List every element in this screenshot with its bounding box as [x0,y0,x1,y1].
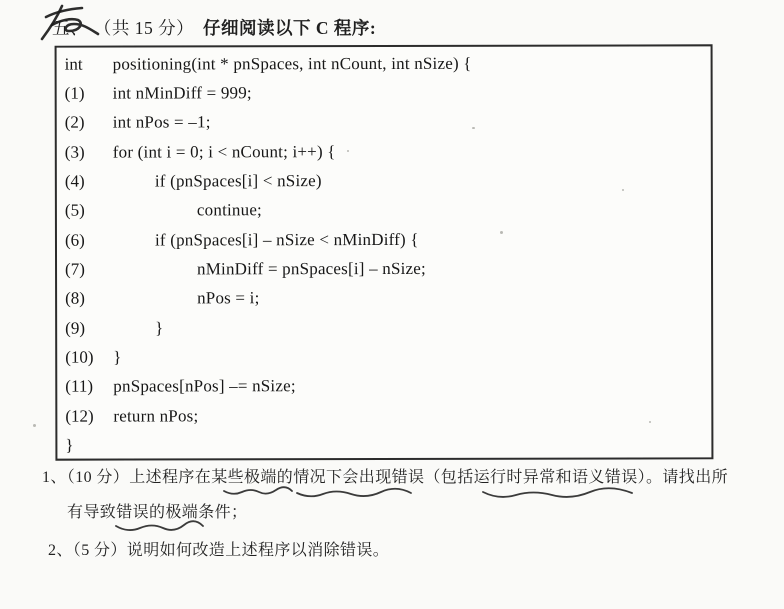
scan-speck [500,231,503,234]
code-text: int nPos = –1; [112,112,211,132]
scan-speck [622,189,624,191]
code-line-number: (11) [65,377,94,397]
code-line-number: (6) [64,230,85,250]
sub-question-2: 2、（5 分）说明如何改造上述程序以消除错误。 [48,542,390,559]
code-line-number: (9) [65,318,86,338]
scan-speck [347,150,349,152]
code-line-number: (4) [64,171,85,191]
scan-speck [33,424,36,427]
handwritten-scribble-mark [38,2,106,48]
code-text: int nMinDiff = 999; [112,83,252,103]
code-text: continue; [196,200,262,220]
code-listing [65,48,706,460]
code-line-number: (5) [64,201,85,221]
wavy-underline [224,487,292,494]
code-text: for (int i = 0; i < nCount; i++) { [112,141,336,162]
code-line [65,312,705,343]
c-code-box [55,44,714,460]
code-text: } [113,347,122,367]
code-text: pnSpaces[nPos] –= nSize; [113,376,296,397]
sub-question-1: 1、（10 分）上述程序在某些极端的情况下会出现错误（包括运行时异常和语义错误）。请找出所 [42,469,729,486]
sub-question-1-continued: 有导致错误的极端条件； [67,504,248,521]
code-text: nPos = i; [197,288,260,308]
wavy-underline [116,521,203,530]
code-line [65,400,705,431]
code-line [65,371,705,402]
code-line-number: (1) [64,83,85,103]
code-line [65,342,705,373]
code-line [65,107,705,138]
code-line-number: } [65,435,74,455]
code-text: if (pnSpaces[i] < nSize) [154,171,322,191]
code-line [65,195,705,226]
code-line-number: (8) [65,289,85,309]
header-instruction: 仔细阅读以下 C 程序: [203,18,377,38]
code-text: } [155,318,164,338]
code-text: nMinDiff = pnSpaces[i] – nSize; [197,258,426,279]
code-line-number: (3) [64,142,85,162]
scan-speck [472,127,475,129]
code-text: if (pnSpaces[i] – nSize < nMinDiff) { [154,229,419,250]
code-line [65,254,705,285]
scan-speck [649,421,651,423]
code-line [65,48,705,79]
code-line-number: (2) [64,112,85,133]
wavy-underline [483,488,632,497]
code-line [65,166,705,197]
question-number: 五、 [52,18,88,38]
wavy-underline [297,489,411,497]
code-line [65,224,705,255]
code-line [65,136,705,167]
code-line-number: int [64,54,83,74]
code-line-number: (10) [65,347,94,367]
code-line-number: (7) [65,259,85,279]
points-label: （共 15 分） [93,18,195,38]
code-text: return nPos; [113,406,199,426]
code-line [65,430,705,461]
code-text: positioning(int * pnSpaces, int nCount, int nSize) { [112,53,472,74]
code-line [65,283,705,314]
code-line-number: (12) [65,406,94,426]
code-line [65,78,705,109]
